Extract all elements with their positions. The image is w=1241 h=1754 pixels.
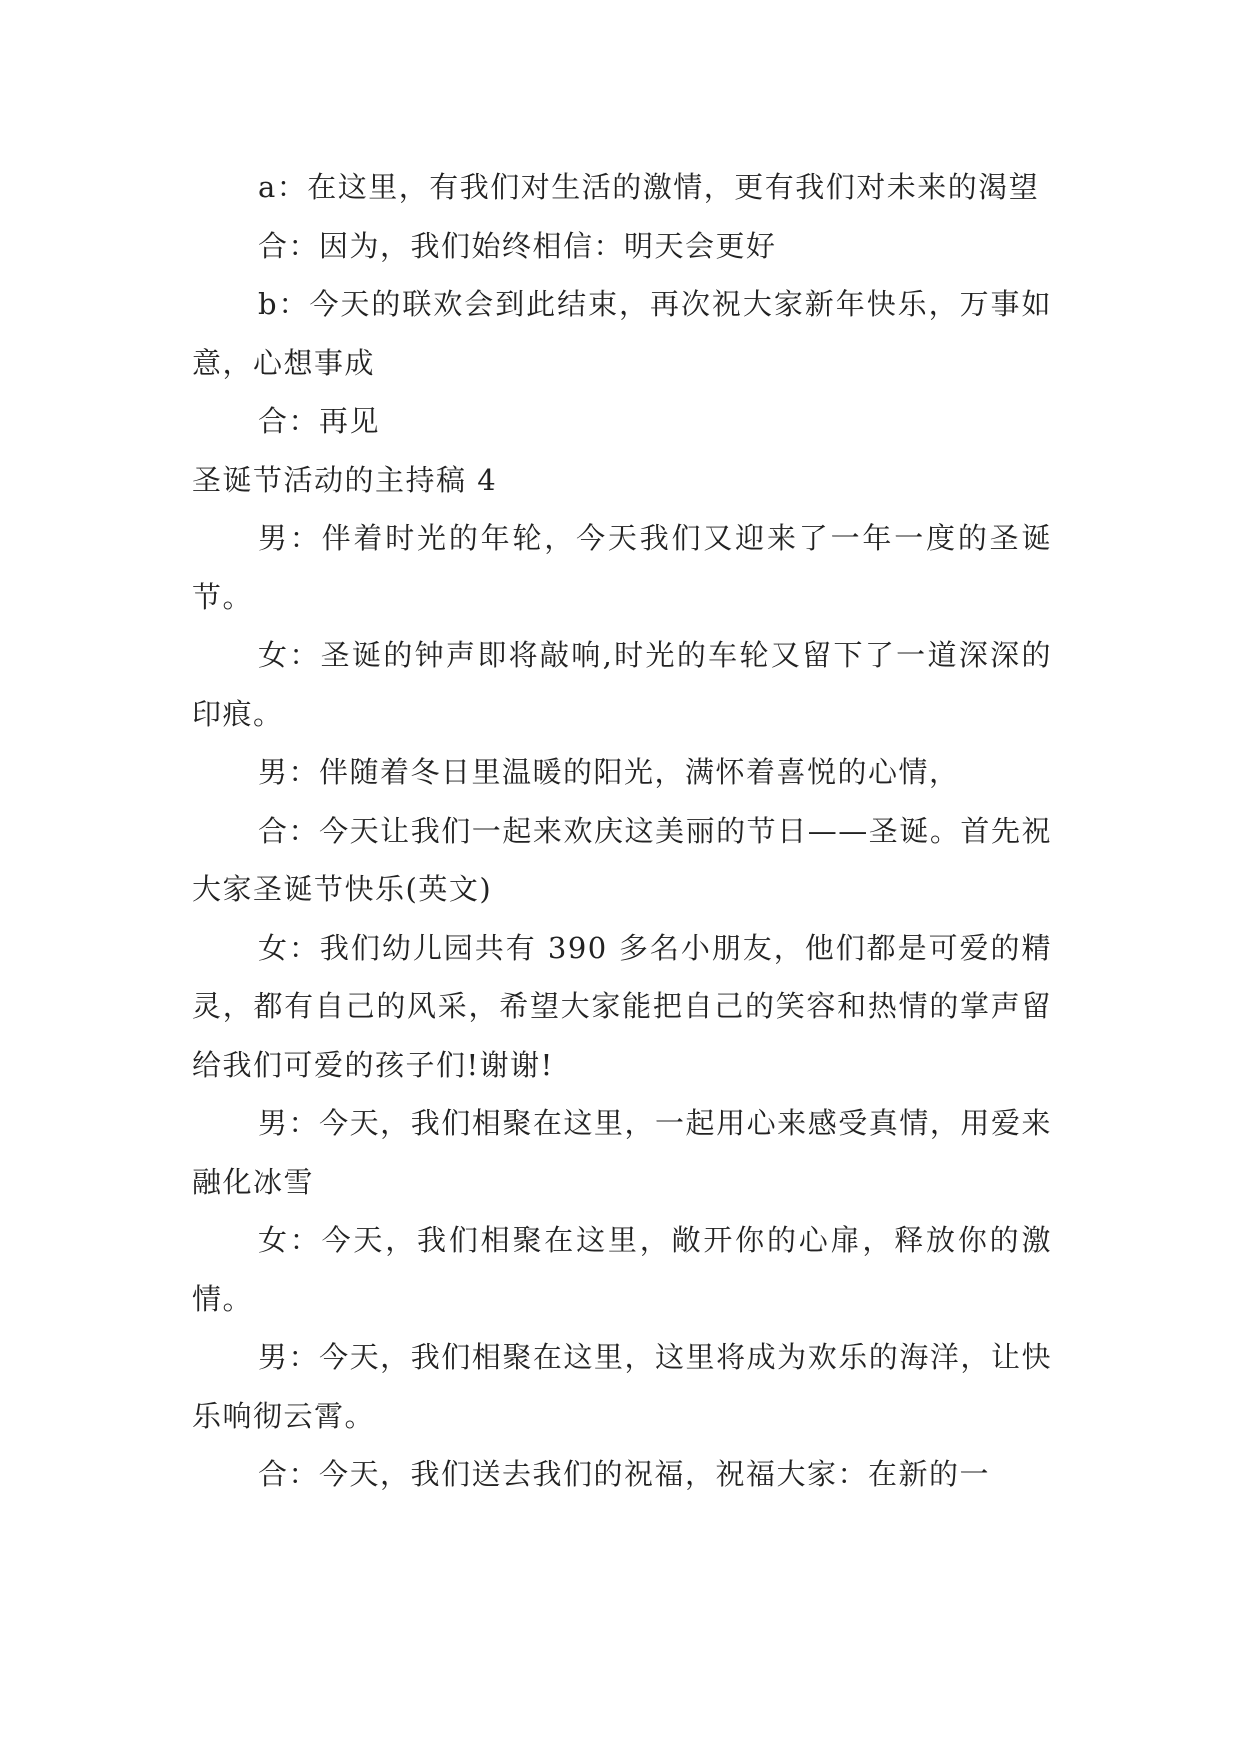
paragraph: 女：圣诞的钟声即将敲响,时光的车轮又留下了一道深深的印痕。: [192, 638, 1052, 731]
paragraph: 合：今天让我们一起来欢庆这美丽的节日——圣诞。首先祝大家圣诞节快乐(英文): [192, 813, 1052, 906]
section-heading: 圣诞节活动的主持稿 4: [192, 462, 498, 497]
paragraph: 男：今天，我们相聚在这里，这里将成为欢乐的海洋，让快乐响彻云霄。: [192, 1340, 1052, 1433]
paragraph: 合：再见: [258, 404, 381, 438]
document-body: [192, 158, 1052, 1504]
paragraph: b：今天的联欢会到此结束，再次祝大家新年快乐，万事如意，心想事成: [192, 287, 1052, 380]
paragraph: a：在这里，有我们对生活的激情，更有我们对未来的渴望: [258, 170, 1040, 204]
paragraph: 男：伴随着冬日里温暖的阳光，满怀着喜悦的心情，: [258, 755, 960, 789]
paragraph: 女：我们幼儿园共有 390 多名小朋友，他们都是可爱的精灵，都有自己的风采，希望大家能把自己的笑容和热情的掌声留给我们可爱的孩子们!谢谢!: [192, 930, 1052, 1082]
paragraph: 男：伴着时光的年轮，今天我们又迎来了一年一度的圣诞节。: [192, 521, 1052, 614]
paragraph: 合：今天，我们送去我们的祝福，祝福大家：在新的一: [258, 1457, 991, 1491]
paragraph: 合：因为，我们始终相信：明天会更好: [258, 228, 777, 263]
paragraph: 女：今天，我们相聚在这里，敞开你的心扉，释放你的激情。: [192, 1223, 1052, 1316]
paragraph: 男：今天，我们相聚在这里，一起用心来感受真情，用爱来融化冰雪: [192, 1106, 1052, 1199]
